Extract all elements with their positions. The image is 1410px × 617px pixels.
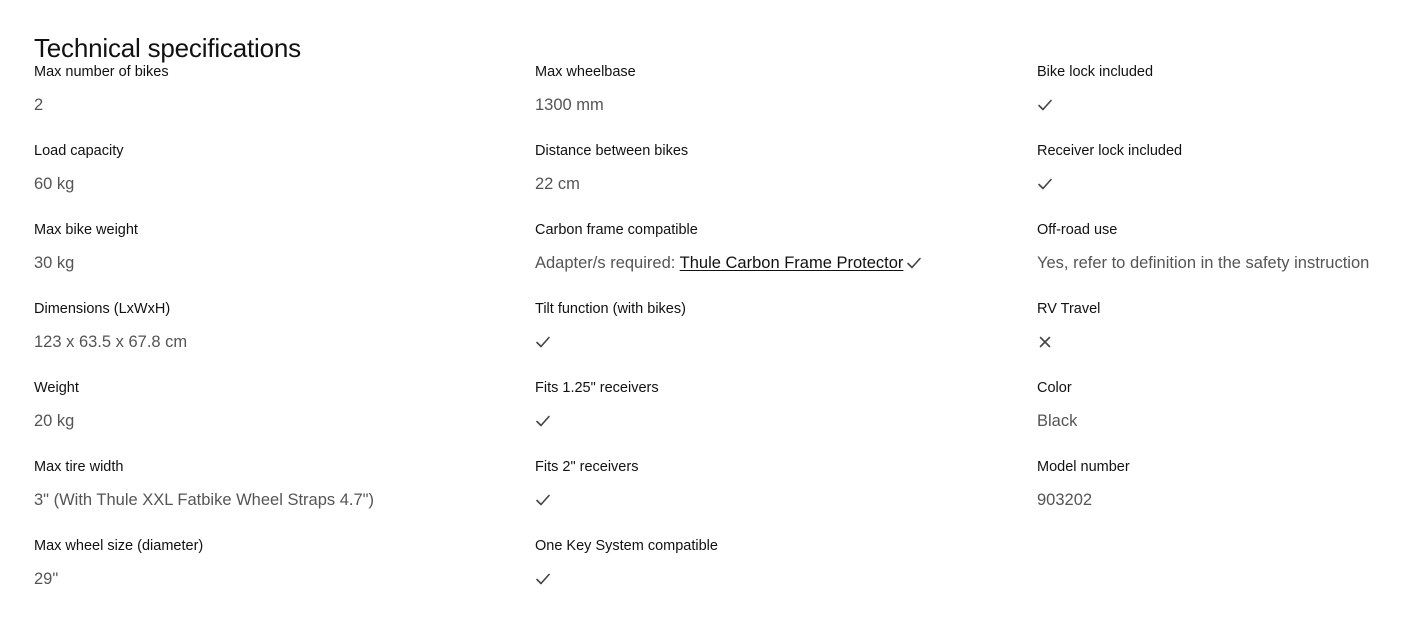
spec-fits-2-receivers bbox=[535, 455, 1025, 534]
spec-value bbox=[1037, 331, 1053, 353]
spec-label: Fits 1.25" receivers bbox=[535, 380, 659, 396]
spec-label: Receiver lock included bbox=[1037, 143, 1183, 159]
spec-label: RV Travel bbox=[1037, 301, 1101, 317]
spec-label: One Key System compatible bbox=[535, 538, 718, 554]
spec-max-tire-width bbox=[34, 455, 524, 534]
spec-value: 2 bbox=[34, 96, 44, 114]
spec-value: Black bbox=[1037, 412, 1078, 430]
spec-receiver-lock-included bbox=[1037, 139, 1407, 218]
carbon-frame-protector-link[interactable]: Thule Carbon Frame Protector bbox=[679, 254, 904, 272]
spec-max-wheelbase bbox=[535, 60, 1025, 139]
check-icon bbox=[906, 255, 922, 271]
spec-label: Bike lock included bbox=[1037, 64, 1154, 80]
spec-label: Distance between bikes bbox=[535, 143, 689, 159]
spec-value bbox=[535, 489, 551, 511]
spec-value: 20 kg bbox=[34, 412, 75, 430]
spec-value: 29" bbox=[34, 570, 59, 588]
spec-value bbox=[535, 331, 551, 353]
spec-value bbox=[535, 568, 551, 590]
check-icon bbox=[1037, 97, 1053, 113]
spec-label: Fits 2" receivers bbox=[535, 459, 639, 475]
spec-column-3 bbox=[1037, 60, 1407, 534]
spec-value: 3" (With Thule XXL Fatbike Wheel Straps 4.7") bbox=[34, 491, 375, 509]
spec-tilt-function bbox=[535, 297, 1025, 376]
spec-label: Load capacity bbox=[34, 143, 124, 159]
cross-icon bbox=[1037, 334, 1053, 350]
spec-value bbox=[1037, 94, 1053, 116]
spec-value: 22 cm bbox=[535, 175, 580, 193]
spec-max-bike-weight bbox=[34, 218, 524, 297]
spec-distance-between-bikes bbox=[535, 139, 1025, 218]
spec-rv-travel bbox=[1037, 297, 1407, 376]
spec-column-1 bbox=[34, 60, 524, 613]
spec-fits-125-receivers bbox=[535, 376, 1025, 455]
spec-value: 60 kg bbox=[34, 175, 75, 193]
spec-one-key-system bbox=[535, 534, 1025, 613]
spec-column-2 bbox=[535, 60, 1025, 613]
spec-label: Max tire width bbox=[34, 459, 124, 475]
adapter-required-text: Adapter/s required: bbox=[535, 254, 676, 272]
spec-label: Weight bbox=[34, 380, 79, 396]
page-title: Technical specifications bbox=[34, 33, 301, 64]
spec-label: Color bbox=[1037, 380, 1072, 396]
check-icon bbox=[535, 413, 551, 429]
spec-label: Model number bbox=[1037, 459, 1130, 475]
spec-weight bbox=[34, 376, 524, 455]
spec-label: Max bike weight bbox=[34, 222, 138, 238]
spec-value: 1300 mm bbox=[535, 96, 604, 114]
spec-bike-lock-included bbox=[1037, 60, 1407, 139]
spec-value: 903202 bbox=[1037, 491, 1093, 509]
check-icon bbox=[535, 571, 551, 587]
spec-max-wheel-size bbox=[34, 534, 524, 613]
spec-label: Carbon frame compatible bbox=[535, 222, 698, 238]
spec-max-number-of-bikes bbox=[34, 60, 524, 139]
spec-color bbox=[1037, 376, 1407, 455]
spec-carbon-frame-compatible bbox=[535, 218, 1025, 297]
check-icon bbox=[535, 492, 551, 508]
spec-off-road-use bbox=[1037, 218, 1407, 297]
spec-value: 123 x 63.5 x 67.8 cm bbox=[34, 333, 188, 351]
spec-load-capacity bbox=[34, 139, 524, 218]
spec-label: Off-road use bbox=[1037, 222, 1118, 238]
check-icon bbox=[1037, 176, 1053, 192]
spec-value: 30 kg bbox=[34, 254, 75, 272]
check-icon bbox=[535, 334, 551, 350]
spec-model-number bbox=[1037, 455, 1407, 534]
spec-value bbox=[535, 252, 922, 274]
spec-label: Max wheelbase bbox=[535, 64, 636, 80]
spec-value bbox=[535, 410, 551, 432]
spec-label: Max number of bikes bbox=[34, 64, 169, 80]
spec-label: Tilt function (with bikes) bbox=[535, 301, 686, 317]
spec-value: Yes, refer to definition in the safety instruction bbox=[1037, 254, 1370, 272]
spec-value bbox=[1037, 173, 1053, 195]
spec-label: Dimensions (LxWxH) bbox=[34, 301, 171, 317]
spec-label: Max wheel size (diameter) bbox=[34, 538, 204, 554]
spec-dimensions bbox=[34, 297, 524, 376]
